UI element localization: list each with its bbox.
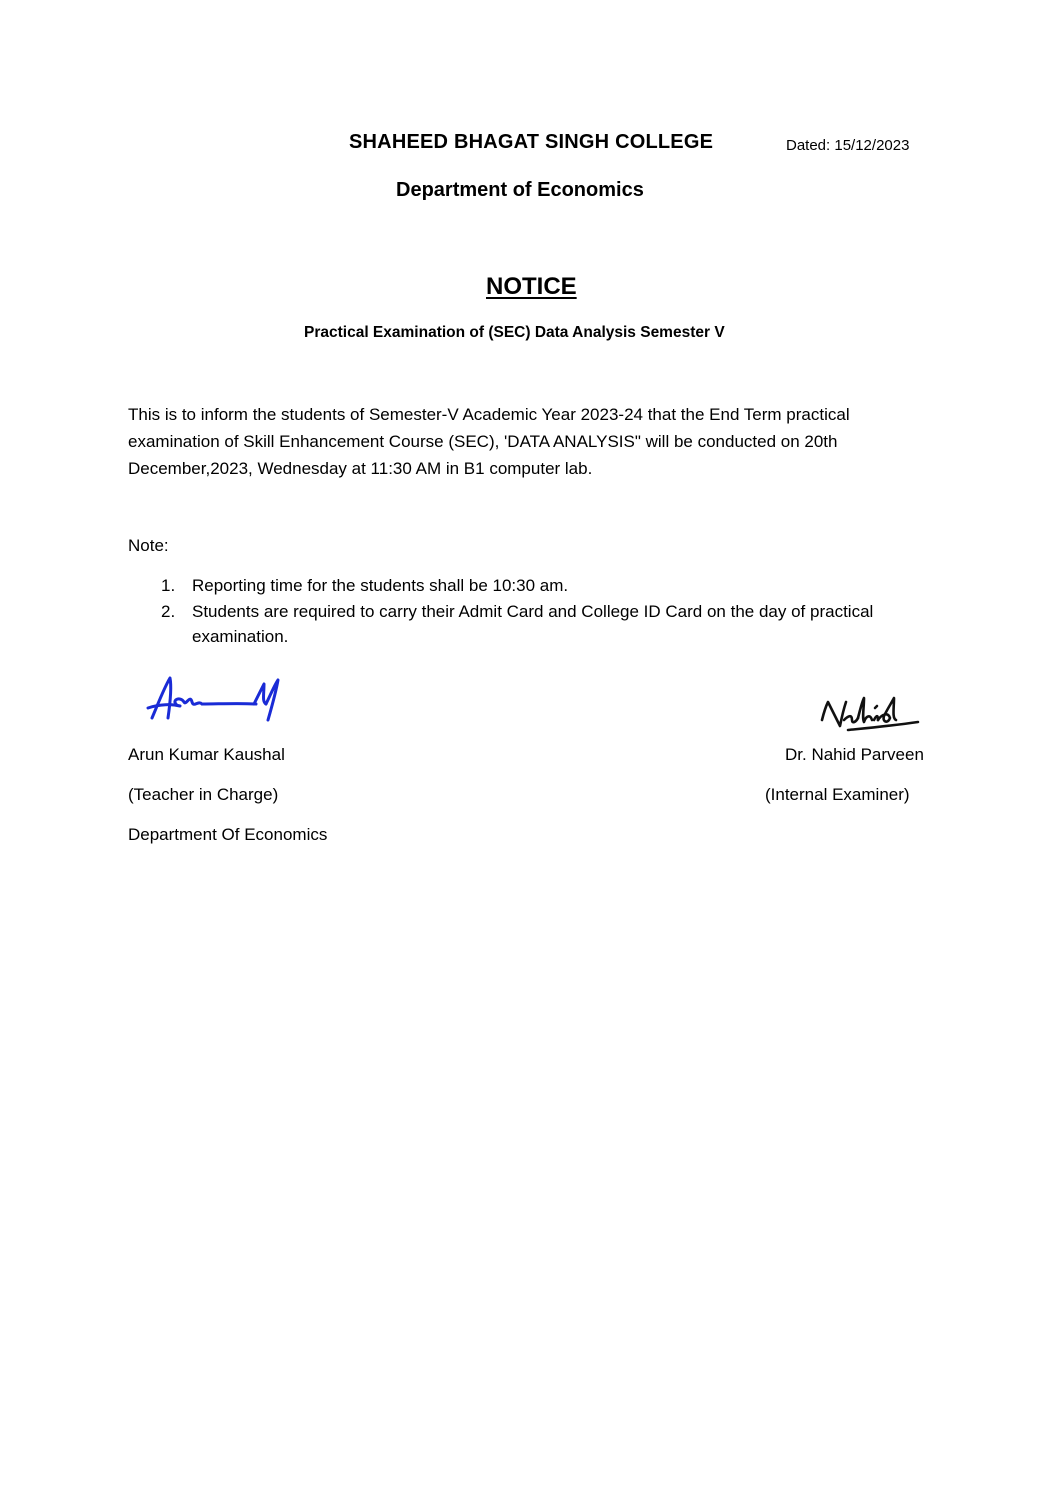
list-item xyxy=(128,573,928,598)
examiner-signature xyxy=(818,692,923,734)
notice-title: NOTICE xyxy=(486,273,577,300)
note-label: Note: xyxy=(128,536,169,555)
notice-subject: Practical Examination of (SEC) Data Analysis Semester V xyxy=(304,324,725,341)
list-item-text: Reporting time for the students shall be 10:30 am. xyxy=(192,576,569,595)
note-list xyxy=(128,573,928,650)
teacher-signature xyxy=(146,674,281,724)
examiner-role: (Internal Examiner) xyxy=(765,785,910,804)
notice-body: This is to inform the students of Semester-V Academic Year 2023-24 that the End Term practical examination of Skill Enhancement Course (SEC), 'DATA ANALYSIS" will be conducted on 20th December,2023, Wednesday at 11:30 AM in B1 computer lab. xyxy=(128,405,850,478)
teacher-name: Arun Kumar Kaushal xyxy=(128,745,285,764)
list-item-text: Students are required to carry their Admit Card and College ID Card on the day of practical examination. xyxy=(192,602,874,646)
list-item xyxy=(128,599,928,649)
list-item-number: 2. xyxy=(161,602,176,621)
teacher-role: (Teacher in Charge) xyxy=(128,785,279,804)
examiner-name: Dr. Nahid Parveen xyxy=(785,745,924,764)
teacher-department: Department Of Economics xyxy=(128,825,328,844)
department-name: Department of Economics xyxy=(396,179,644,201)
college-name: SHAHEED BHAGAT SINGH COLLEGE xyxy=(349,131,714,153)
list-item-number: 1. xyxy=(161,576,176,595)
notice-date: Dated: 15/12/2023 xyxy=(786,137,910,154)
